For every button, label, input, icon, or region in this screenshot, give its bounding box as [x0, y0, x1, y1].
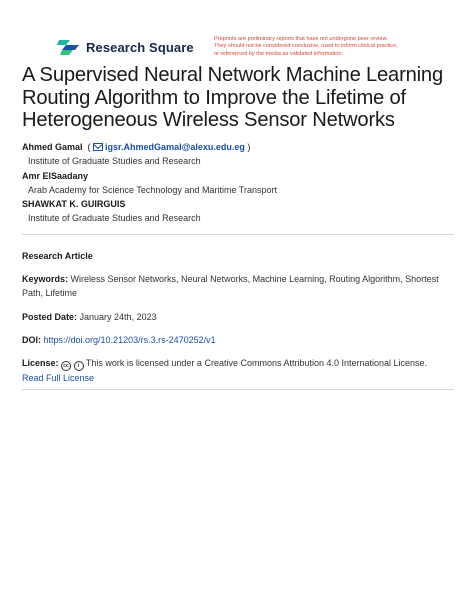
title-line: Heterogeneous Wireless Sensor Networks: [22, 109, 395, 132]
cc-icon: cc: [61, 361, 71, 371]
author-name[interactable]: Amr ElSaadany: [22, 170, 89, 181]
keywords-section: [22, 272, 454, 300]
attribution-icon: i: [74, 361, 84, 371]
author-name[interactable]: Ahmed Gamal: [22, 142, 83, 152]
paper-title: [22, 64, 462, 132]
posted-date-value: January 24th, 2023: [79, 312, 157, 322]
doi-link[interactable]: https://doi.org/10.21203/rs.3.rs-2470252/v1: [43, 335, 216, 345]
article-type: [22, 249, 454, 263]
disclaimer-line: or referenced by the media as validated information.: [214, 50, 344, 57]
divider: [22, 389, 454, 390]
author-affiliation: Arab Academy for Science Technology and Maritime Transport: [28, 184, 277, 195]
author-entry: [22, 169, 462, 183]
title-line: A Supervised Neural Network Machine Learning: [22, 64, 443, 86]
doi-label: DOI:: [22, 335, 41, 345]
envelope-icon: [93, 143, 103, 151]
author-entry: Ahmed Gamal ( igsr.AhmedGamal@alexu.edu.eg ): [22, 142, 251, 152]
keywords-value-cont: Path, Lifetime: [22, 288, 78, 298]
disclaimer-line: They should not be considered conclusive, used to inform clinical practice,: [214, 43, 398, 50]
author-affiliation: Institute of Graduate Studies and Research: [28, 213, 201, 224]
research-square-logo[interactable]: [57, 37, 194, 57]
author-name[interactable]: SHAWKAT K. GUIRGUIS: [22, 199, 126, 210]
preprint-disclaimer: [214, 36, 454, 58]
read-full-license-link[interactable]: Read Full License: [22, 373, 95, 383]
divider: [22, 234, 454, 235]
license-section: [22, 356, 454, 385]
disclaimer-line: Preprints are preliminary reports that have not undergone peer review.: [214, 36, 388, 42]
keywords-value: Wireless Sensor Networks, Neural Networks, Machine Learning, Routing Algorithm, Shortest: [70, 274, 439, 284]
author-affiliation: Institute of Graduate Studies and Research: [28, 156, 201, 167]
license-label: License:: [22, 358, 59, 368]
author-entry: [22, 197, 462, 211]
brand-name: Research Square: [86, 39, 194, 55]
author-email-link[interactable]: igsr.AhmedGamal@alexu.edu.eg: [105, 142, 245, 152]
doi-section: [22, 333, 454, 347]
license-text: This work is licensed under a Creative Commons Attribution 4.0 International License.: [85, 358, 428, 368]
posted-date-label: Posted Date:: [22, 312, 78, 322]
research-square-logo-icon: [57, 37, 81, 57]
title-line: Routing Algorithm to Improve the Lifetime of: [22, 86, 406, 109]
posted-date: [22, 310, 454, 324]
keywords-label: Keywords:: [22, 274, 69, 284]
article-type-label: Research Article: [22, 251, 93, 261]
author-list: [22, 140, 462, 226]
